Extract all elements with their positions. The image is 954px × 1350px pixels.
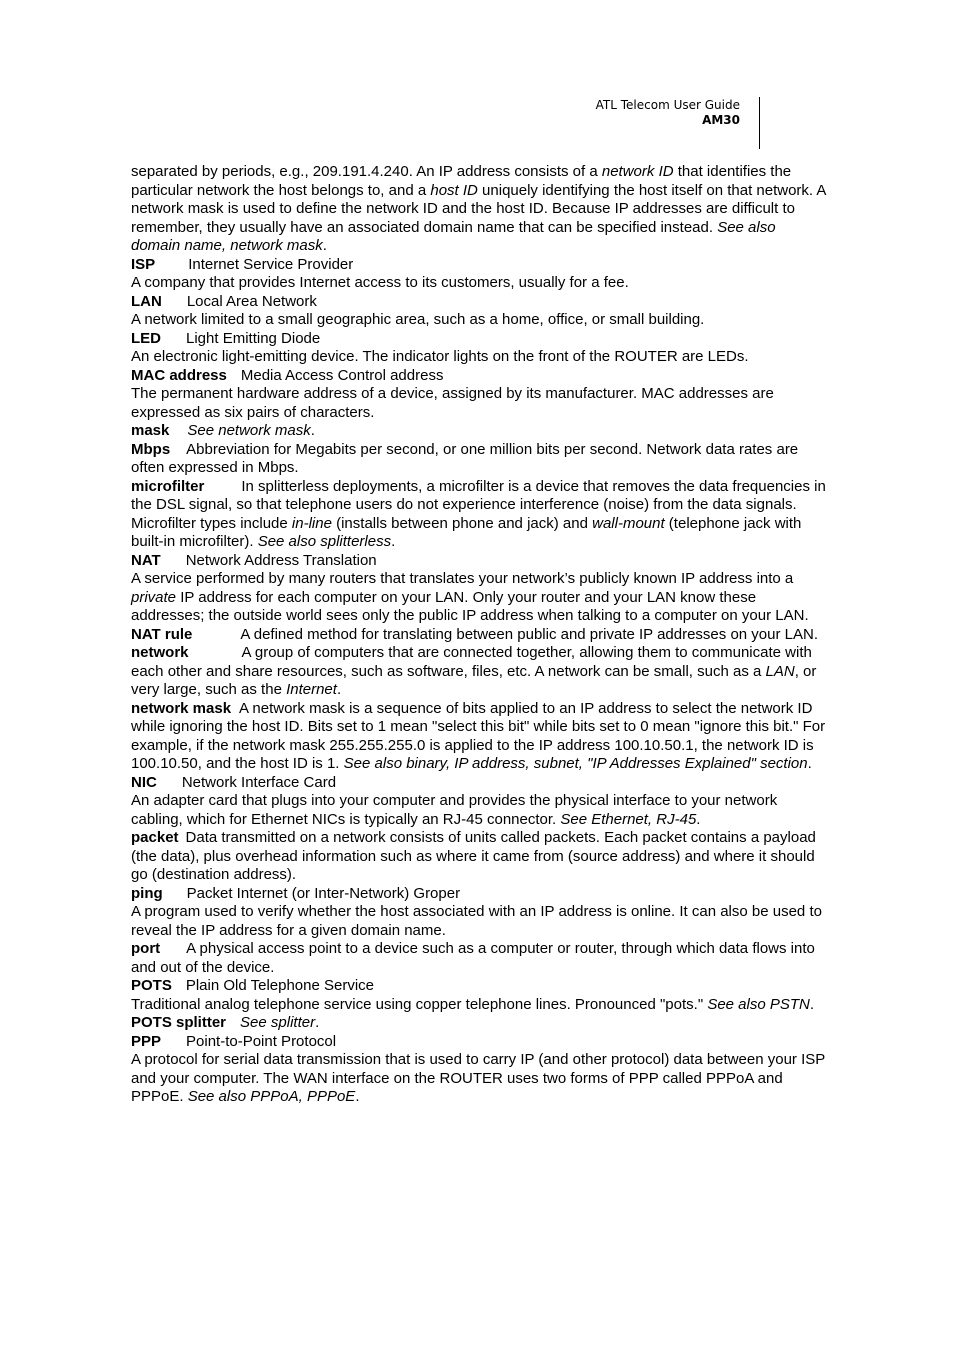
glossary-definition: In splitterless deployments, a microfilter is a device that removes the data frequencies in the DSL signal, so that telephone users do not experience interference (noise) from the data signals. Microfilter types include in-line (installs between phone and jack) and wall-mount (telephone jack with built-in microfilter). See also splitterless. [131, 477, 826, 550]
glossary-term: packet [131, 829, 179, 846]
glossary-term: ISP [131, 255, 156, 273]
glossary-definition: See splitter. [240, 1014, 320, 1031]
glossary-entry [131, 552, 827, 571]
glossary-term: POTS splitter [131, 1014, 227, 1031]
glossary-definition: A group of computers that are connected together, allowing them to communicate with each other and share resources, such as software, files, etc. A network can be small, such as a LAN, or very large, such as the Internet. [131, 644, 817, 698]
glossary-entry [131, 293, 827, 312]
glossary-definition: Light Emitting Diode [186, 329, 321, 347]
page-header [596, 98, 740, 128]
glossary-entry [131, 940, 827, 977]
glossary-entry [131, 829, 827, 885]
glossary-term: POTS [131, 977, 172, 994]
glossary-entry [131, 626, 827, 645]
header-model: AM30 [702, 113, 740, 127]
glossary-term: microfilter [131, 477, 205, 495]
glossary-term: mask [131, 422, 170, 439]
glossary-term: LAN [131, 292, 162, 310]
glossary-term: PPP [131, 1032, 162, 1050]
glossary-definition: Internet Service Provider [188, 255, 354, 273]
glossary-definition: Point-to-Point Protocol [186, 1032, 337, 1050]
glossary-definition: separated by periods, e.g., 209.191.4.240. An IP address consists of a network ID that identifies the particular network the host belongs to, and a host ID uniquely identifying the host itself on that network. A network mask is used to define the network ID and the host ID. Because IP addresses are difficult to remember, they usually have an associated domain name that can be specified instead. See also domain name, network mask. [131, 163, 826, 254]
glossary-definition: Traditional analog telephone service using copper telephone lines. Pronounced "pots." See also PSTN. [131, 995, 815, 1013]
glossary-definition: A company that provides Internet access to its customers, usually for a fee. [131, 274, 629, 291]
glossary-definition: A network limited to a small geographic area, such as a home, office, or small building. [131, 311, 705, 328]
glossary-entry [131, 478, 827, 552]
glossary-term: port [131, 940, 161, 957]
glossary-entry [131, 311, 827, 330]
glossary-entry [131, 644, 827, 700]
glossary-body [131, 163, 827, 1107]
glossary-definition: A defined method for translating between public and private IP addresses on your LAN. [240, 625, 818, 643]
glossary-entry [131, 885, 827, 904]
glossary-entry [131, 792, 827, 829]
glossary-definition: An adapter card that plugs into your computer and provides the physical interface to your network cabling, which for Ethernet NICs is typically an RJ-45 connector. See Ethernet, RJ-45. [131, 792, 778, 828]
glossary-definition: Packet Internet (or Inter-Network) Groper [186, 884, 461, 902]
glossary-definition: The permanent hardware address of a device, assigned by its manufacturer. MAC addresses are expressed as six pairs of characters. [131, 385, 774, 421]
glossary-term: LED [131, 329, 161, 347]
glossary-entry [131, 385, 827, 422]
glossary-entry [131, 700, 827, 774]
glossary-entry [131, 163, 827, 256]
glossary-definition: Abbreviation for Megabits per second, or one million bits per second. Network data rates are often expressed in Mbps. [131, 440, 799, 476]
glossary-term: ping [131, 884, 163, 902]
glossary-definition: An electronic light-emitting device. The indicator lights on the front of the ROUTER are LEDs. [131, 348, 749, 365]
glossary-term: NIC [131, 773, 157, 791]
glossary-definition: Data transmitted on a network consists of units called packets. Each packet contains a payload (the data), plus overhead information such as where it came from (source address) and where it should go (destination address). [131, 829, 816, 883]
glossary-entry [131, 367, 827, 386]
glossary-term: MAC address [131, 366, 227, 384]
glossary-definition: Media Access Control address [240, 366, 444, 384]
glossary-definition: A service performed by many routers that translates your network’s publicly known IP address into a private IP address for each computer on your LAN. Only your router and your LAN know these addresses; the outside world sees only the public IP address when talking to a computer on your LAN. [131, 570, 809, 624]
glossary-term: Mbps [131, 440, 171, 458]
glossary-definition: See network mask. [187, 422, 315, 439]
glossary-entry [131, 774, 827, 793]
glossary-entry [131, 977, 827, 996]
glossary-entry [131, 330, 827, 349]
glossary-definition: A program used to verify whether the host associated with an IP address is online. It can also be used to reveal the IP address for a given domain name. [131, 903, 822, 939]
glossary-definition: Network Interface Card [181, 773, 337, 791]
glossary-definition: A protocol for serial data transmission that is used to carry IP (and other protocol) data between your ISP and your computer. The WAN interface on the ROUTER uses two forms of PPP called PPPoA and PPPoE. See also PPPoA, PPPoE. [131, 1051, 825, 1105]
glossary-definition: A physical access point to a device such as a computer or router, through which data flows into and out of the device. [131, 940, 815, 976]
glossary-entry [131, 348, 827, 367]
glossary-entry [131, 996, 827, 1015]
glossary-entry [131, 274, 827, 293]
glossary-definition: A network mask is a sequence of bits applied to an IP address to select the network ID while ignoring the host ID. Bits set to 1 mean "select this bit" while bits set to 0 mean "ignore this bit." For example, if the network mask 255.255.255.0 is applied to the IP address 100.10.50.1, the network ID is 100.10.50, and the host ID is 1. See also binary, IP address, subnet, "IP Addresses Explained" section. [131, 699, 826, 772]
glossary-entry [131, 422, 827, 441]
glossary-entry [131, 1033, 827, 1052]
glossary-entry [131, 256, 827, 275]
glossary-term: NAT [131, 551, 161, 569]
glossary-entry [131, 1051, 827, 1107]
glossary-term: network mask [131, 699, 232, 717]
glossary-entry [131, 903, 827, 940]
glossary-entry [131, 570, 827, 626]
glossary-definition: Local Area Network [186, 292, 317, 310]
glossary-definition: Plain Old Telephone Service [185, 977, 375, 994]
glossary-definition: Network Address Translation [185, 551, 377, 569]
glossary-entry [131, 441, 827, 478]
glossary-term: NAT rule [131, 625, 193, 643]
glossary-term: network [131, 644, 189, 661]
header-divider [759, 97, 760, 149]
glossary-entry [131, 1014, 827, 1033]
header-title: ATL Telecom User Guide [595, 98, 740, 112]
